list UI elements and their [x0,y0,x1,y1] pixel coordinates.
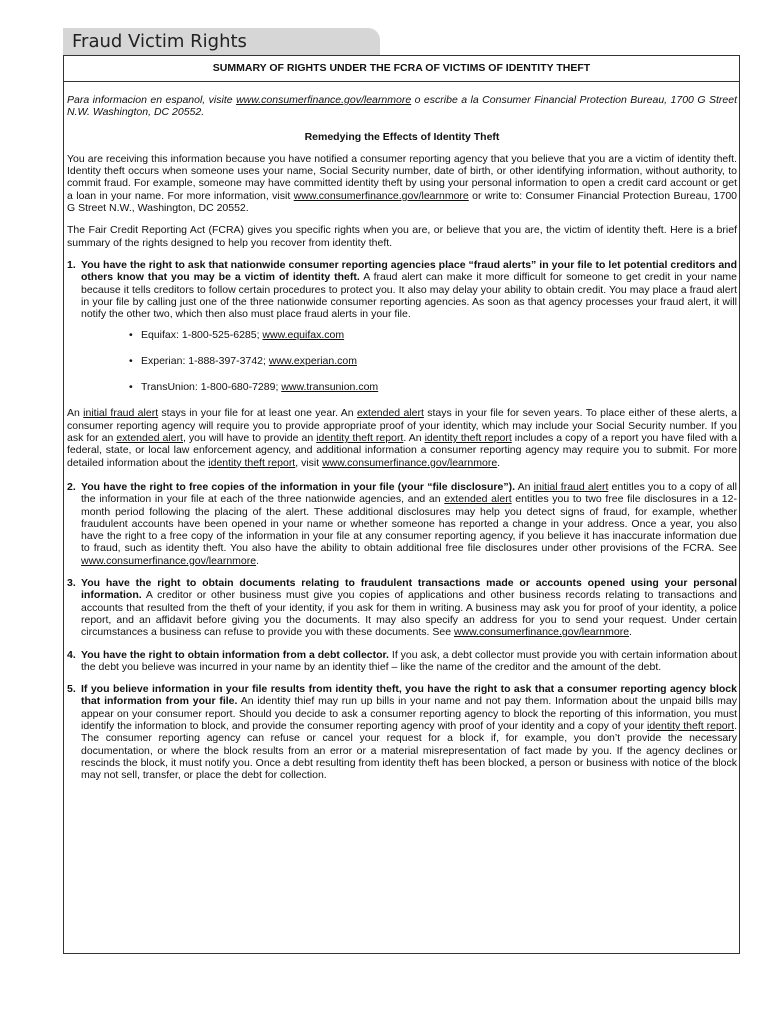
fcra-paragraph: The Fair Credit Reporting Act (FCRA) gives you specific rights when you are, or believe that you are, the victim of identity theft. Here is a brief summary of the rights designed to help you recover from identity theft. [67,224,737,249]
alert-paragraph: An initial fraud alert stays in your file for at least one year. An extended alert stays in your file for seven years. To place either of these alerts, a consumer reporting agency will require you to provide appropriate proof of your identity, which may include your Social Security number. If you ask for an extended alert, you will have to provide an identity theft report. An identity theft report includes a copy of a report you have filed with a federal, state, or local law enforcement agency, and additional information a consumer reporting agency may require you to submit. For more detailed information about the identity theft report, visit www.consumerfinance.gov/learnmore. [67,407,737,469]
intro-link[interactable]: www.consumerfinance.gov/learnmore [293,189,469,202]
section-heading: Remedying the Effects of Identity Theft [304,130,500,143]
alert-link[interactable]: www.consumerfinance.gov/learnmore [322,456,498,469]
bureau-transunion: • TransUnion: 1-800-680-7289; www.transunion.com [129,379,737,395]
rights-list [67,259,737,395]
summary-header: SUMMARY OF RIGHTS UNDER THE FCRA OF VICTIMS OF IDENTITY THEFT [64,56,739,82]
bureau-equifax: • Equifax: 1-800-525-6285; www.equifax.com [129,327,737,343]
bureau-experian: • Experian: 1-888-397-3742; www.experian.com [129,353,737,369]
title-tab [63,28,380,56]
spanish-link[interactable]: www.consumerfinance.gov/learnmore [236,94,412,106]
transunion-link[interactable]: www.transunion.com [281,381,379,394]
equifax-link[interactable]: www.equifax.com [262,329,345,342]
intro-paragraph: You are receiving this information because you have notified a consumer reporting agency that you believe that you are a victim of identity theft. Identity theft occurs when someone uses your name, Social Security number, date of birth, or other identifying information, without authority, to commit fraud. For example, someone may have committed identity theft by using your personal information to open a credit card account or get a loan in your name. For more information, visit www.consumerfinance.gov/learnmore or write to: Consumer Financial Protection Bureau, 1700 G Street N.W., Washington, DC 20552. [67,152,737,215]
right-3: 3. You have the right to obtain documents relating to fraudulent transactions made or accounts opened using your personal information. A creditor or other business must give you copies of applications and other business records relating to transactions and accounts that resulted from the theft of your identity, if you ask for them in writing. A business may ask you for proof of your identity, a police report, and an affidavit before giving you the documents. It may also specify an address for you to send your request. Under certain circumstances a business can refuse to provide you with these documents. See www.consumerfinance.gov/learnmore. [67,577,737,639]
bureau-list [81,327,737,395]
right-3-link[interactable]: www.consumerfinance.gov/learnmore [453,626,630,639]
right-2: 2. You have the right to free copies of the information in your file (your “file disclosure”). An initial fraud alert entitles you to a copy of all the information in your file at each of the three nationwide agencies, and an extended alert entitles you to two free file disclosures in a 12-month period following the placing of the alert. These additional disclosures may help you detect signs of fraud, for example, whether fraudulent accounts have been opened in your name or whether someone has reported a change in your address. Once a year, you also have the right to a free copy of the information in your file at any consumer reporting agency, if you believe it has inaccurate information due to fraud, such as identity theft. You also have the ability to obtain additional free file disclosures under other provisions of the FCRA. See www.consumerfinance.gov/learnmore. [67,480,737,567]
page-title: Fraud Victim Rights [72,31,247,52]
experian-link[interactable]: www.experian.com [268,355,357,368]
rights-list-continued [67,481,737,782]
document-body [64,94,739,781]
rights-summary-box [63,55,740,954]
right-4: 4. You have the right to obtain information from a debt collector. If you ask, a debt collector must provide you with certain information about the debt you believe was incurred in your name by an identity thief – like the name of the creditor and the amount of the debt. [67,648,737,673]
right-2-link[interactable]: www.consumerfinance.gov/learnmore [81,554,257,567]
spanish-notice: Para informacion en espanol, visite www.consumerfinance.gov/learnmore o escribe a la Consumer Financial Protection Bureau, 1700 G Street N.W. Washington, DC 20552. [67,94,738,119]
right-1: 1. You have the right to ask that nationwide consumer reporting agencies place “fraud alerts” in your file to let potential creditors and others know that you may be a victim of identity theft. A fraud alert can make it more difficult for someone to get credit in your name because it tells creditors to follow certain procedures to protect you. It also may delay your ability to obtain credit. You may place a fraud alert in your file by calling just one of the three nationwide consumer reporting agencies. As soon as that agency processes your fraud alert, it will notify the other two, which then also must place fraud alerts in your file. • Equifax: 1-800-525-6285; www.equifax.com • Experian: 1-888-397-3742; www.experian.com • TransUnion: 1-800-680-7289; www.transunion.com [67,259,737,395]
right-5: 5. If you believe information in your file results from identity theft, you have the right to ask that a consumer reporting agency block that information from your file. An identity thief may run up bills in your name and not pay them. Information about the unpaid bills may appear on your consumer report. Should you decide to ask a consumer reporting agency to block the reporting of this information, you must identify the information to block, and provide the consumer reporting agency with proof of your identity and a copy of your identity theft report. The consumer reporting agency can refuse or cancel your request for a block if, for example, you don’t provide the necessary documentation, or where the block results from an error or a material misrepresentation of fact made by you. If the agency declines or rescinds the block, it must notify you. Once a debt resulting from identity theft has been blocked, a person or business with notice of the block may not sell, transfer, or place the debt for collection. [67,683,737,782]
